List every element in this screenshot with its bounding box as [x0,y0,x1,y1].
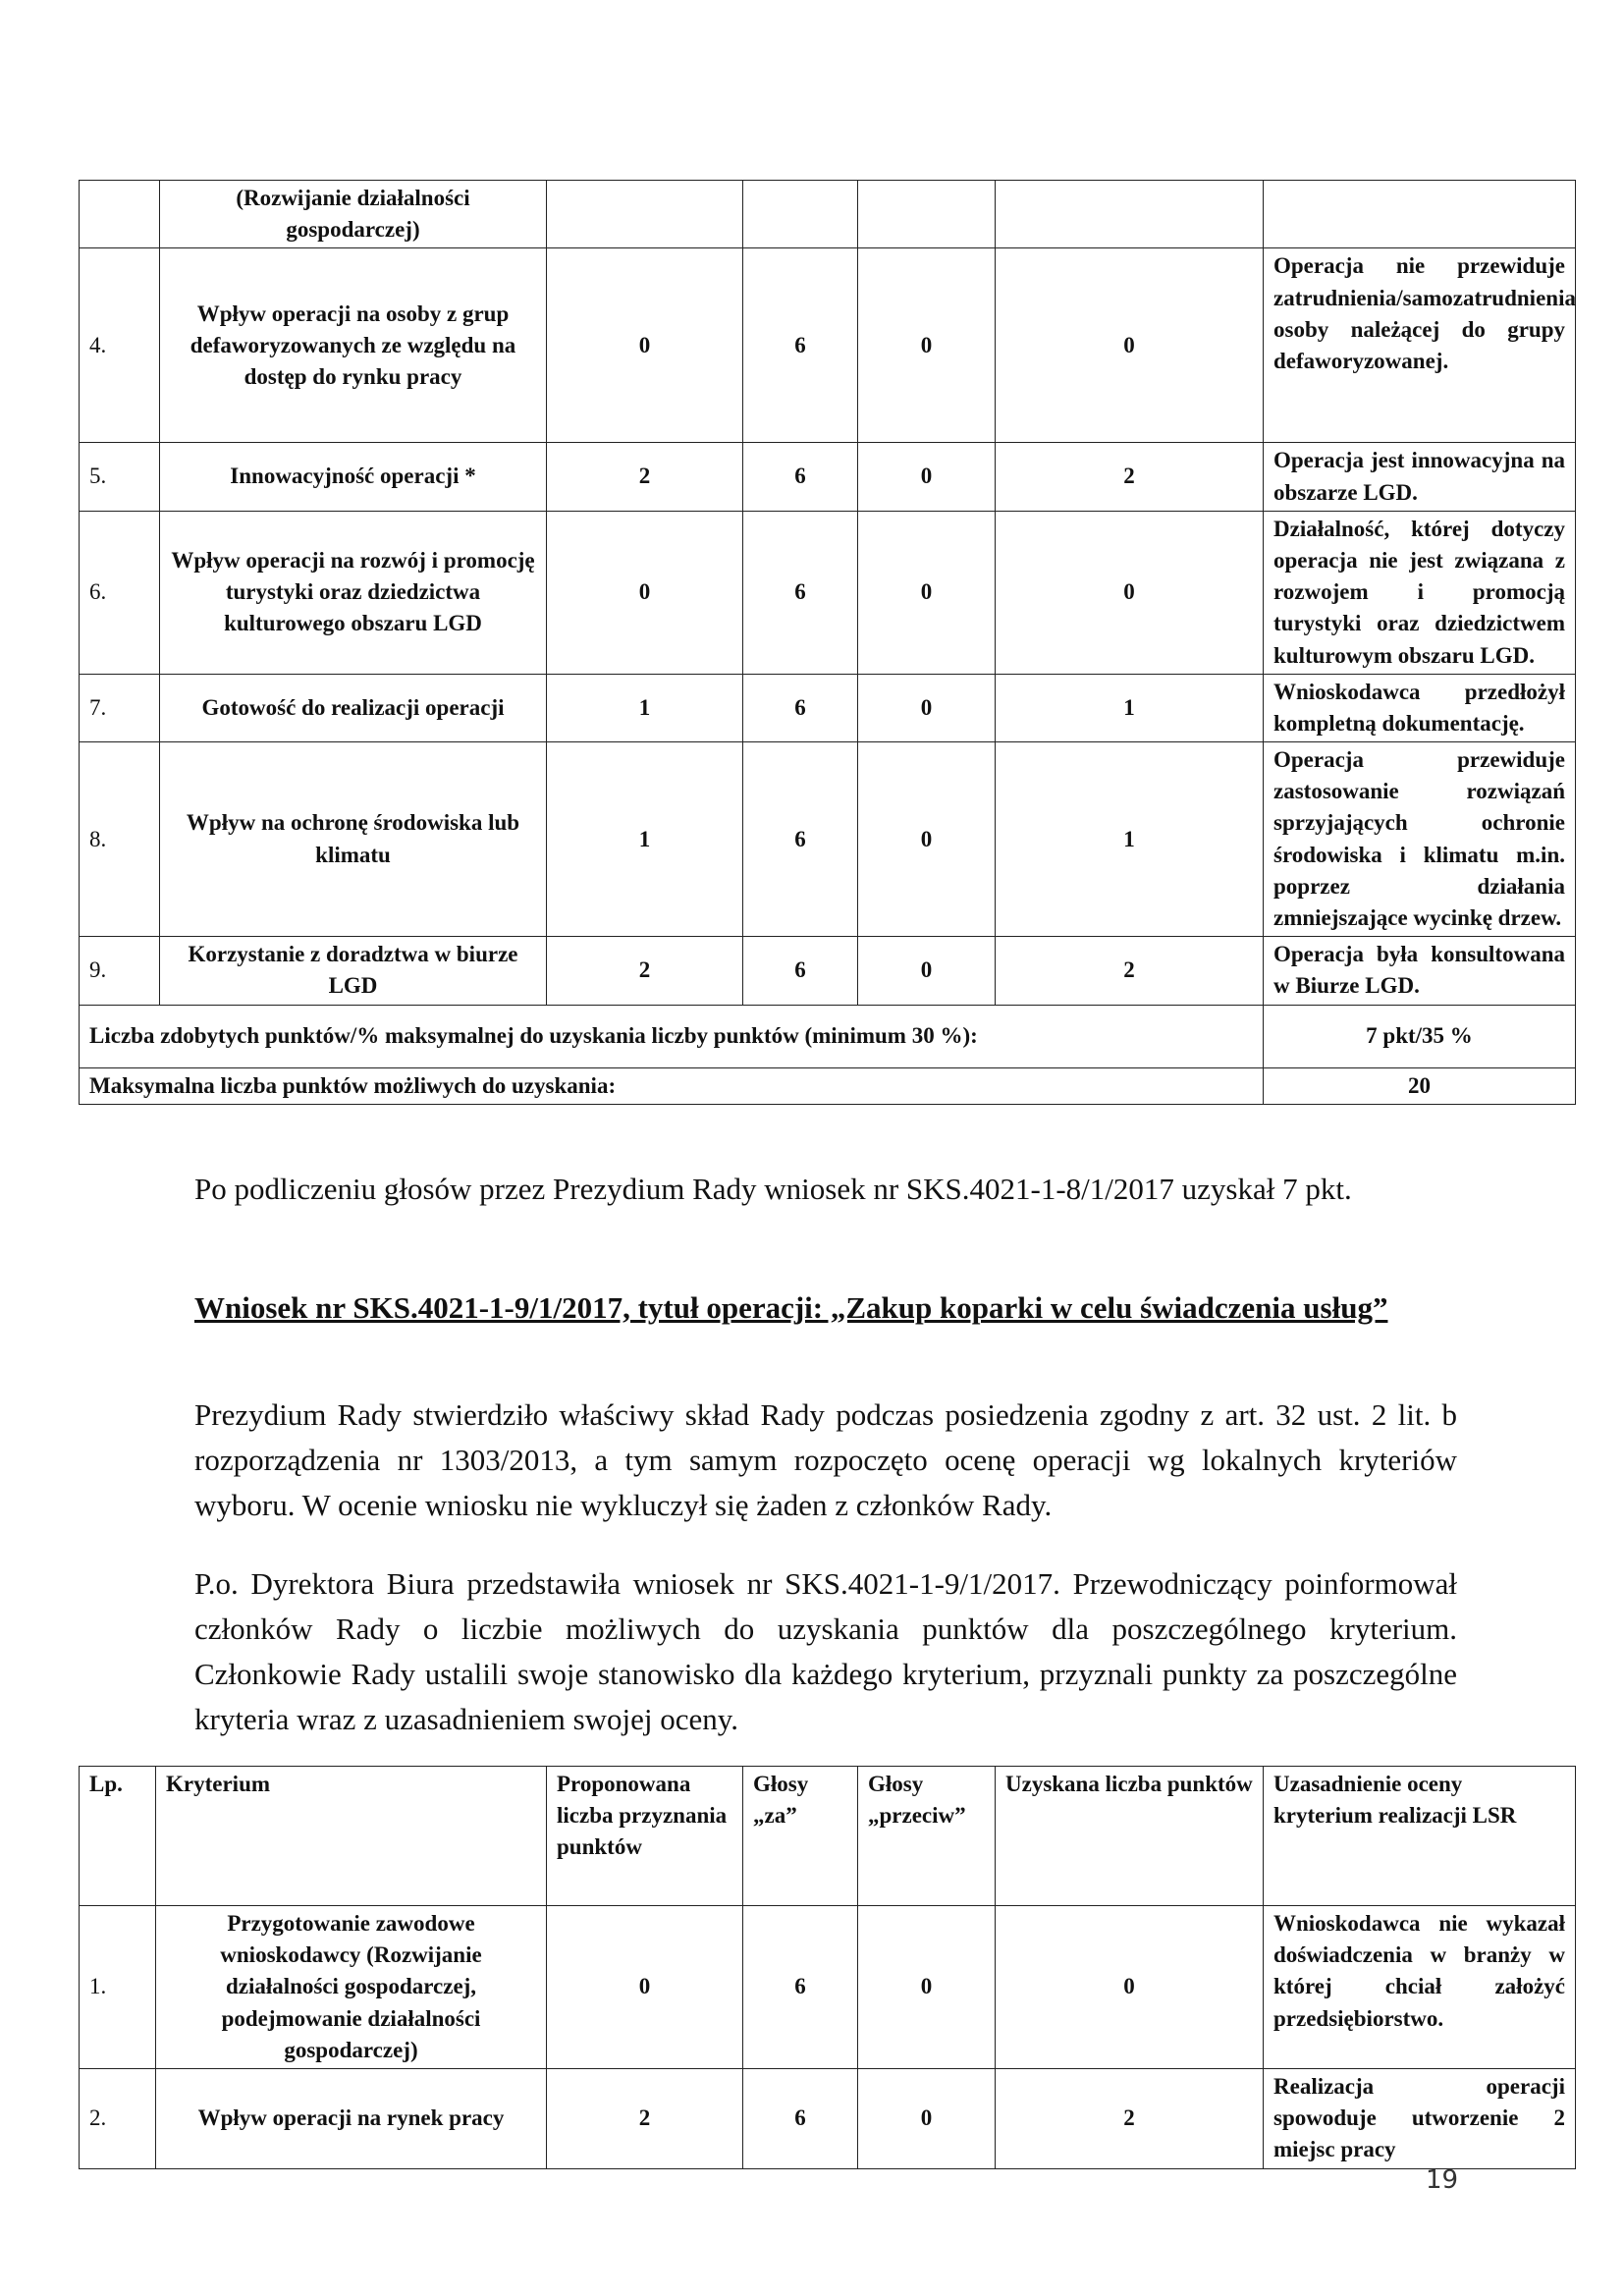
row-proposed: 2 [547,443,743,511]
vote-result-paragraph: Po podliczeniu głosów przez Prezydium Rady wniosek nr SKS.4021-1-8/1/2017 uzyskał 7 pkt. [194,1172,1352,1206]
row-lp: 1. [80,1906,156,2069]
presentation-paragraph: P.o. Dyrektora Biura przedstawiła wniosek nr SKS.4021-1-9/1/2017. Przewodniczący poinformował członków Rady o liczbie możliwych do uzyskania punktów dla poszczególnego kryterium. Członkowie Rady ustalili swoje stanowisko dla każdego kryterium, przyznali punkty za poszczególne kryteria wraz z uzasadnieniem swojej oceny. [194,1566,1457,1736]
row-score: 1 [996,742,1264,937]
row-criterion: (Rozwijanie działalności gospodarczej) [160,181,547,248]
row-proposed [547,181,743,248]
row-votes-against: 0 [858,2069,996,2169]
row-proposed: 0 [547,1906,743,2069]
header-justification: Uzasadnienie oceny kryterium realizacji LSR [1264,1767,1576,1906]
row-lp: 4. [80,248,160,443]
row-proposed: 0 [547,248,743,443]
criteria-table [79,1766,1576,2169]
table-row [80,511,1576,674]
row-justification: Działalność, której dotyczy operacja nie jest związana z rozwojem i promocją turystyki oraz dziedzictwem kulturowym obszaru LGD. [1264,511,1576,674]
row-justification [1264,181,1576,248]
row-votes-for: 6 [743,248,858,443]
row-lp: 6. [80,511,160,674]
table-row [80,443,1576,511]
row-justification: Realizacja operacji spowoduje utworzenie 2 miejsc pracy [1264,2069,1576,2169]
row-criterion: Wpływ na ochronę środowiska lub klimatu [160,742,547,937]
row-lp [80,181,160,248]
row-votes-for: 6 [743,937,858,1005]
row-lp: 7. [80,674,160,741]
row-justification: Wnioskodawca nie wykazał doświadczenia w branży w której chciał założyć przedsiębiorstwo. [1264,1906,1576,2069]
row-justification: Operacja jest innowacyjna na obszarze LGD. [1264,443,1576,511]
criteria-table-continued [79,180,1576,1105]
row-lp: 2. [80,2069,156,2169]
row-score: 2 [996,443,1264,511]
row-votes-against: 0 [858,742,996,937]
row-criterion: Wpływ operacji na osoby z grup defaworyzowanych ze względu na dostęp do rynku pracy [160,248,547,443]
row-criterion: Przygotowanie zawodowe wnioskodawcy (Rozwijanie działalności gospodarczej, podejmowanie działalności gospodarczej) [156,1906,547,2069]
row-score: 0 [996,1906,1264,2069]
row-votes-for: 6 [743,1906,858,2069]
row-votes-for: 6 [743,742,858,937]
row-proposed: 1 [547,674,743,741]
table-row [80,1906,1576,2069]
row-votes-against: 0 [858,248,996,443]
page-number: 19 [1426,2165,1459,2195]
max-points-row [80,1067,1576,1104]
max-points-value: 20 [1264,1067,1576,1104]
row-lp: 5. [80,443,160,511]
header-score: Uzyskana liczba punktów [996,1767,1264,1906]
header-votes-for: Głosy „za” [743,1767,858,1906]
application-heading: Wniosek nr SKS.4021-1-9/1/2017, tytuł operacji: „Zakup koparki w celu świadczenia usług” [194,1290,1388,1325]
row-score: 2 [996,2069,1264,2169]
summary-label: Liczba zdobytych punktów/% maksymalnej do uzyskania liczby punktów (minimum 30 %): [80,1005,1264,1067]
row-lp: 9. [80,937,160,1005]
row-justification: Operacja była konsultowana w Biurze LGD. [1264,937,1576,1005]
row-justification: Wnioskodawca przedłożył kompletną dokumentację. [1264,674,1576,741]
row-criterion: Innowacyjność operacji * [160,443,547,511]
row-score: 2 [996,937,1264,1005]
row-votes-for [743,181,858,248]
header-proposed: Proponowana liczba przyznania punktów [547,1767,743,1906]
row-votes-against [858,181,996,248]
row-score: 0 [996,248,1264,443]
row-criterion: Korzystanie z doradztwa w biurze LGD [160,937,547,1005]
summary-value: 7 pkt/35 % [1264,1005,1576,1067]
row-votes-against: 0 [858,443,996,511]
row-votes-against: 0 [858,674,996,741]
header-lp: Lp. [80,1767,156,1906]
row-justification: Operacja przewiduje zastosowanie rozwiązań sprzyjających ochronie środowiska i klimatu m.in. poprzez działania zmniejszające wycinkę drzew. [1264,742,1576,937]
header-criterion: Kryterium [156,1767,547,1906]
row-votes-against: 0 [858,937,996,1005]
table-row [80,181,1576,248]
table-row [80,248,1576,443]
row-votes-for: 6 [743,511,858,674]
row-proposed: 1 [547,742,743,937]
table-row [80,937,1576,1005]
row-criterion: Gotowość do realizacji operacji [160,674,547,741]
row-proposed: 2 [547,2069,743,2169]
max-points-label: Maksymalna liczba punktów możliwych do uzyskania: [80,1067,1264,1104]
row-criterion: Wpływ operacji na rynek pracy [156,2069,547,2169]
table-header-row [80,1767,1576,1906]
table-row [80,742,1576,937]
composition-paragraph: Prezydium Rady stwierdziło właściwy skład Rady podczas posiedzenia zgodny z art. 32 ust. 2 lit. b rozporządzenia nr 1303/2013, a tym samym rozpoczęto ocenę operacji wg lokalnych kryteriów wyboru. W ocenie wniosku nie wykluczył się żaden z członków Rady. [194,1397,1457,1522]
row-votes-for: 6 [743,674,858,741]
row-votes-against: 0 [858,511,996,674]
row-proposed: 0 [547,511,743,674]
header-votes-against: Głosy „przeciw” [858,1767,996,1906]
row-votes-against: 0 [858,1906,996,2069]
row-score: 0 [996,511,1264,674]
table-row [80,674,1576,741]
row-justification: Operacja nie przewiduje zatrudnienia/samozatrudnienia osoby należącej do grupy defaworyzowanej. [1264,248,1576,443]
row-votes-for: 6 [743,443,858,511]
table-row [80,2069,1576,2169]
summary-row [80,1005,1576,1067]
row-score: 1 [996,674,1264,741]
row-proposed: 2 [547,937,743,1005]
row-score [996,181,1264,248]
row-criterion: Wpływ operacji na rozwój i promocję turystyki oraz dziedzictwa kulturowego obszaru LGD [160,511,547,674]
row-lp: 8. [80,742,160,937]
row-votes-for: 6 [743,2069,858,2169]
